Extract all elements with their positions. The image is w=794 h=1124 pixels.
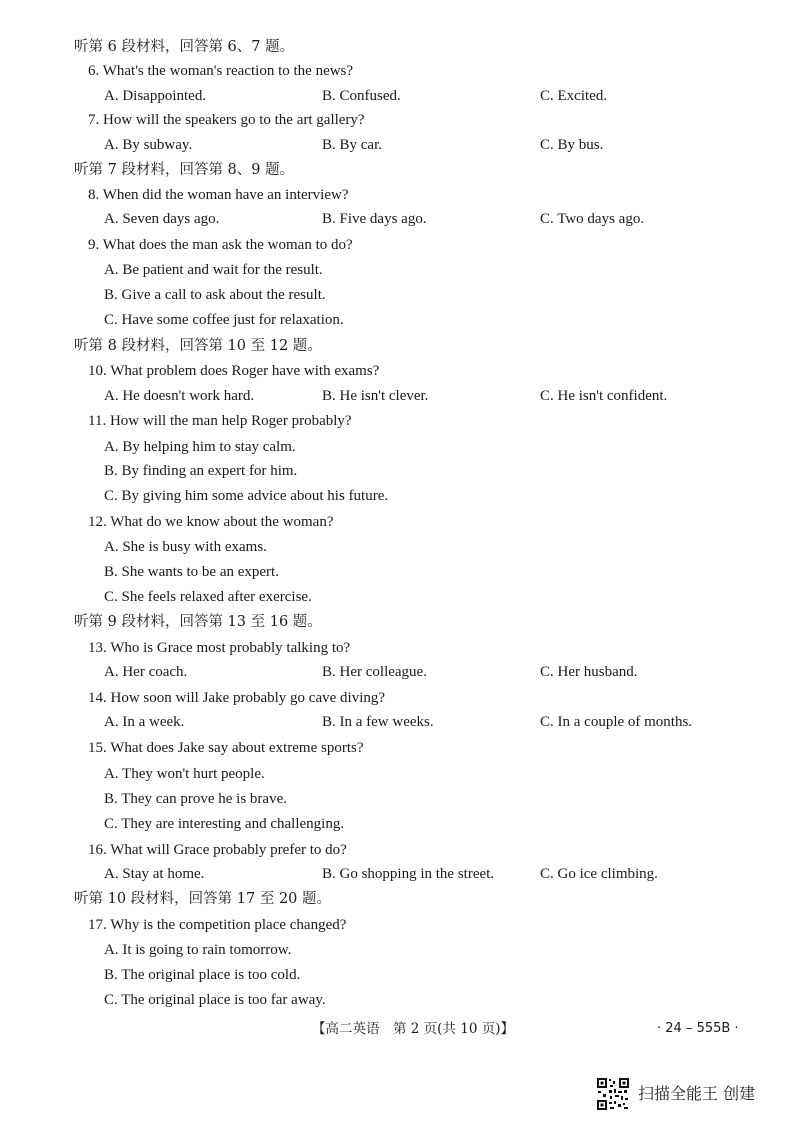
question-17-option-b: B. The original place is too cold. bbox=[104, 967, 301, 983]
question-14-options bbox=[0, 710, 794, 735]
question-16-options bbox=[0, 862, 794, 887]
question-15-option-a: A. They won't hurt people. bbox=[104, 766, 265, 782]
question-6-stem: 6. What's the woman's reaction to the news? bbox=[88, 63, 354, 79]
watermark-text: 扫描全能王 创建 bbox=[638, 1084, 756, 1103]
option-a: A. Disappointed. bbox=[104, 88, 207, 104]
option-b: B. Her colleague. bbox=[322, 664, 427, 680]
option-c: C. By bus. bbox=[540, 137, 604, 153]
option-c: C. Go ice climbing. bbox=[540, 866, 658, 882]
question-12-option-a: A. She is busy with exams. bbox=[104, 539, 267, 555]
option-a: A. Her coach. bbox=[104, 664, 188, 680]
option-c: C. Excited. bbox=[540, 88, 608, 104]
question-11-stem: 11. How will the man help Roger probably? bbox=[88, 413, 352, 429]
option-c: C. He isn't confident. bbox=[540, 388, 668, 404]
question-10-stem: 10. What problem does Roger have with exams? bbox=[88, 363, 380, 379]
section-heading-8: 听第 8 段材料，回答第 10 至 12 题。 bbox=[74, 338, 322, 354]
section-heading-6: 听第 6 段材料，回答第 6、7 题。 bbox=[74, 39, 295, 55]
question-12-option-b: B. She wants to be an expert. bbox=[104, 564, 279, 580]
question-11-option-a: A. By helping him to stay calm. bbox=[104, 439, 296, 455]
option-a: A. Stay at home. bbox=[104, 866, 205, 882]
question-9-option-b: B. Give a call to ask about the result. bbox=[104, 287, 326, 303]
question-17-stem: 17. Why is the competition place changed? bbox=[88, 917, 347, 933]
question-7-options bbox=[0, 133, 794, 158]
option-c: C. In a couple of months. bbox=[540, 714, 693, 730]
qr-code-icon bbox=[596, 1077, 630, 1111]
question-15-stem: 15. What does Jake say about extreme sports? bbox=[88, 740, 364, 756]
option-a: A. Seven days ago. bbox=[104, 211, 220, 227]
page-footer bbox=[0, 1017, 794, 1041]
option-b: B. Confused. bbox=[322, 88, 401, 104]
question-11-option-c: C. By giving him some advice about his future. bbox=[104, 488, 389, 504]
question-7-stem: 7. How will the speakers go to the art gallery? bbox=[88, 112, 365, 128]
option-b: B. By car. bbox=[322, 137, 382, 153]
question-12-stem: 12. What do we know about the woman? bbox=[88, 514, 334, 530]
option-b: B. Go shopping in the street. bbox=[322, 866, 495, 882]
option-b: B. He isn't clever. bbox=[322, 388, 429, 404]
question-9-option-a: A. Be patient and wait for the result. bbox=[104, 262, 323, 278]
question-15-option-b: B. They can prove he is brave. bbox=[104, 791, 287, 807]
question-17-option-c: C. The original place is too far away. bbox=[104, 992, 326, 1008]
option-b: B. In a few weeks. bbox=[322, 714, 434, 730]
question-14-stem: 14. How soon will Jake probably go cave diving? bbox=[88, 690, 386, 706]
section-heading-7: 听第 7 段材料，回答第 8、9 题。 bbox=[74, 162, 295, 178]
question-9-stem: 9. What does the man ask the woman to do? bbox=[88, 237, 353, 253]
option-c: C. Two days ago. bbox=[540, 211, 645, 227]
section-heading-9: 听第 9 段材料，回答第 13 至 16 题。 bbox=[74, 614, 322, 630]
question-10-options bbox=[0, 384, 794, 409]
option-a: A. In a week. bbox=[104, 714, 185, 730]
question-15-option-c: C. They are interesting and challenging. bbox=[104, 816, 345, 832]
option-a: A. He doesn't work hard. bbox=[104, 388, 255, 404]
question-12-option-c: C. She feels relaxed after exercise. bbox=[104, 589, 312, 605]
question-8-options bbox=[0, 207, 794, 232]
question-13-stem: 13. Who is Grace most probably talking to? bbox=[88, 640, 351, 656]
option-b: B. Five days ago. bbox=[322, 211, 427, 227]
exam-code: · 24 – 555B · bbox=[657, 1021, 739, 1036]
question-11-option-b: B. By finding an expert for him. bbox=[104, 463, 298, 479]
question-9-option-c: C. Have some coffee just for relaxation. bbox=[104, 312, 344, 328]
question-16-stem: 16. What will Grace probably prefer to do? bbox=[88, 842, 347, 858]
question-8-stem: 8. When did the woman have an interview? bbox=[88, 187, 349, 203]
question-6-options bbox=[0, 84, 794, 109]
page-number-label: 【高二英语 第 2 页(共 10 页)】 bbox=[312, 1021, 514, 1037]
option-a: A. By subway. bbox=[104, 137, 193, 153]
question-13-options bbox=[0, 660, 794, 685]
question-17-option-a: A. It is going to rain tomorrow. bbox=[104, 942, 292, 958]
section-heading-10: 听第 10 段材料，回答第 17 至 20 题。 bbox=[74, 891, 332, 907]
option-c: C. Her husband. bbox=[540, 664, 638, 680]
